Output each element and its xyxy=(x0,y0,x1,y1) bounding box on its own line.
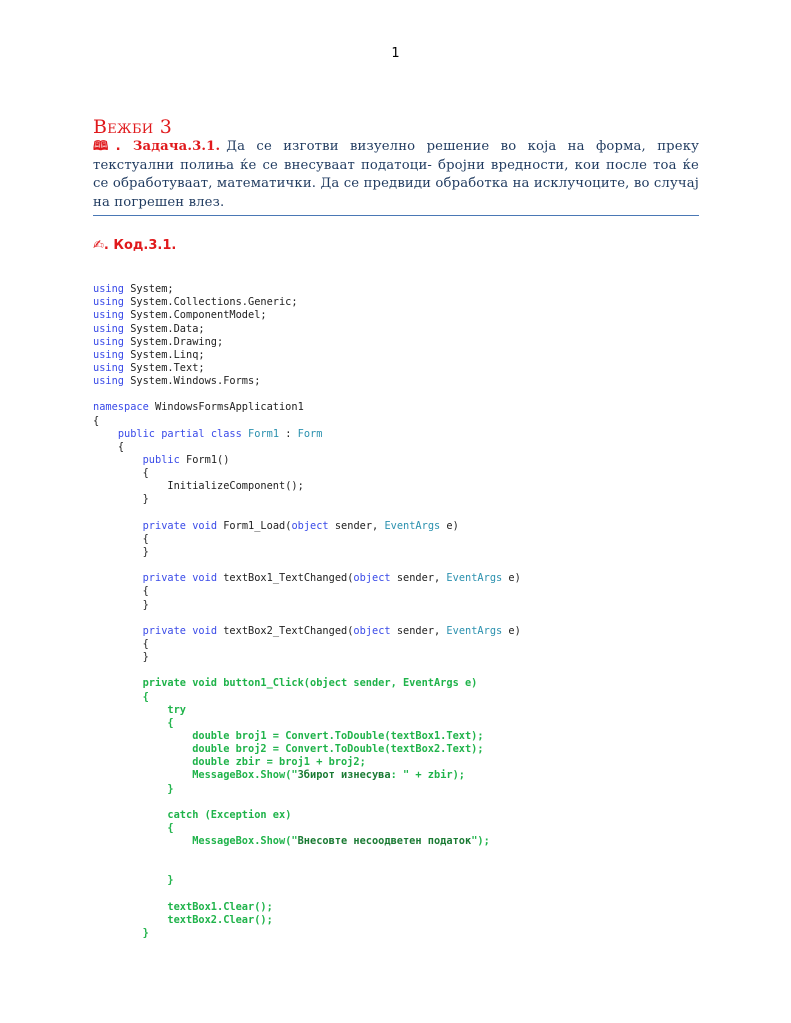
code-line: textBox2.Clear(); xyxy=(167,913,273,926)
code-line: { xyxy=(142,585,149,598)
code-line: private void textBox2_TextChanged(object sender, EventArgs e) xyxy=(142,624,521,637)
code-line: public partial class Form1 : Form xyxy=(117,427,323,440)
keyboard-hand-icon: ✍ xyxy=(93,238,104,253)
divider-rule xyxy=(93,215,699,216)
code-line: } xyxy=(142,927,149,940)
section-title: Вежби 3 xyxy=(93,116,173,138)
code-block xyxy=(93,270,713,940)
code-line: { xyxy=(142,467,149,480)
code-line: } xyxy=(142,651,149,664)
code-line: private void button1_Click(object sender, EventArgs e) xyxy=(142,677,478,690)
code-line: } xyxy=(142,545,149,558)
code-line-blank xyxy=(93,507,713,520)
book-icon: 🕮. xyxy=(93,139,121,154)
code-line: using System.Collections.Generic; xyxy=(93,296,298,309)
code-line: { xyxy=(167,821,174,834)
code-line: using System.Text; xyxy=(93,362,205,374)
code-line-blank xyxy=(93,664,713,677)
code-line: } xyxy=(167,874,174,887)
code-line-blank xyxy=(93,861,713,874)
code-line: private void textBox1_TextChanged(object sender, EventArgs e) xyxy=(142,572,521,585)
code-heading xyxy=(93,238,176,253)
code-line: double broj2 = Convert.ToDouble(textBox2.Text); xyxy=(192,743,484,756)
task-label: Задача.3.1. xyxy=(132,139,221,154)
code-line: private void Form1_Load(object sender, EventArgs e) xyxy=(142,519,459,532)
code-line: } xyxy=(167,782,174,795)
code-heading-label: . Код.3.1. xyxy=(103,238,177,253)
code-line: using System; xyxy=(93,283,174,296)
task-text: Да се изготви визуелно решение во која на форма, преку текстуални полиња ќе се внесуваат податоци- бројни вредности, кои после тоа ќе се обработуваат, математички. Да се предвиди обработка на исклучоците, во случај на погрешен влез. xyxy=(93,139,699,210)
code-line-blank xyxy=(93,612,713,625)
code-line-blank xyxy=(93,388,713,401)
code-line: { xyxy=(117,440,125,453)
code-line: double zbir = broj1 + broj2; xyxy=(192,756,366,769)
code-line: using System.Windows.Forms; xyxy=(93,375,261,388)
code-line: using System.Drawing; xyxy=(93,335,224,348)
page-number: 1 xyxy=(391,46,400,61)
code-line: InitializeComponent(); xyxy=(167,480,304,493)
code-line: } xyxy=(142,493,149,506)
code-line-blank xyxy=(93,888,713,901)
code-line: public Form1() xyxy=(142,453,230,466)
code-line: { xyxy=(142,690,149,703)
code-line: catch (Exception ex) xyxy=(167,808,292,821)
code-line: using System.ComponentModel; xyxy=(93,309,267,322)
code-line: { xyxy=(93,414,100,427)
code-line: { xyxy=(167,716,174,729)
task-paragraph xyxy=(93,138,699,212)
code-line-blank xyxy=(93,796,713,809)
code-line: MessageBox.Show("Збирот изнесува: " + zbir); xyxy=(192,769,465,782)
code-line: try xyxy=(167,703,187,716)
code-line: } xyxy=(142,598,149,611)
code-line: { xyxy=(142,637,149,650)
code-line: textBox1.Clear(); xyxy=(167,900,273,913)
code-line: using System.Data; xyxy=(93,322,205,335)
code-line: MessageBox.Show("Внесовте несоодветен податок"); xyxy=(192,835,490,848)
code-line: namespace WindowsFormsApplication1 xyxy=(93,401,304,414)
code-line: { xyxy=(142,532,149,545)
code-line: double broj1 = Convert.ToDouble(textBox1.Text); xyxy=(192,729,484,742)
code-line-blank xyxy=(93,848,713,861)
code-line-blank xyxy=(93,559,713,572)
code-line: using System.Linq; xyxy=(93,348,205,361)
